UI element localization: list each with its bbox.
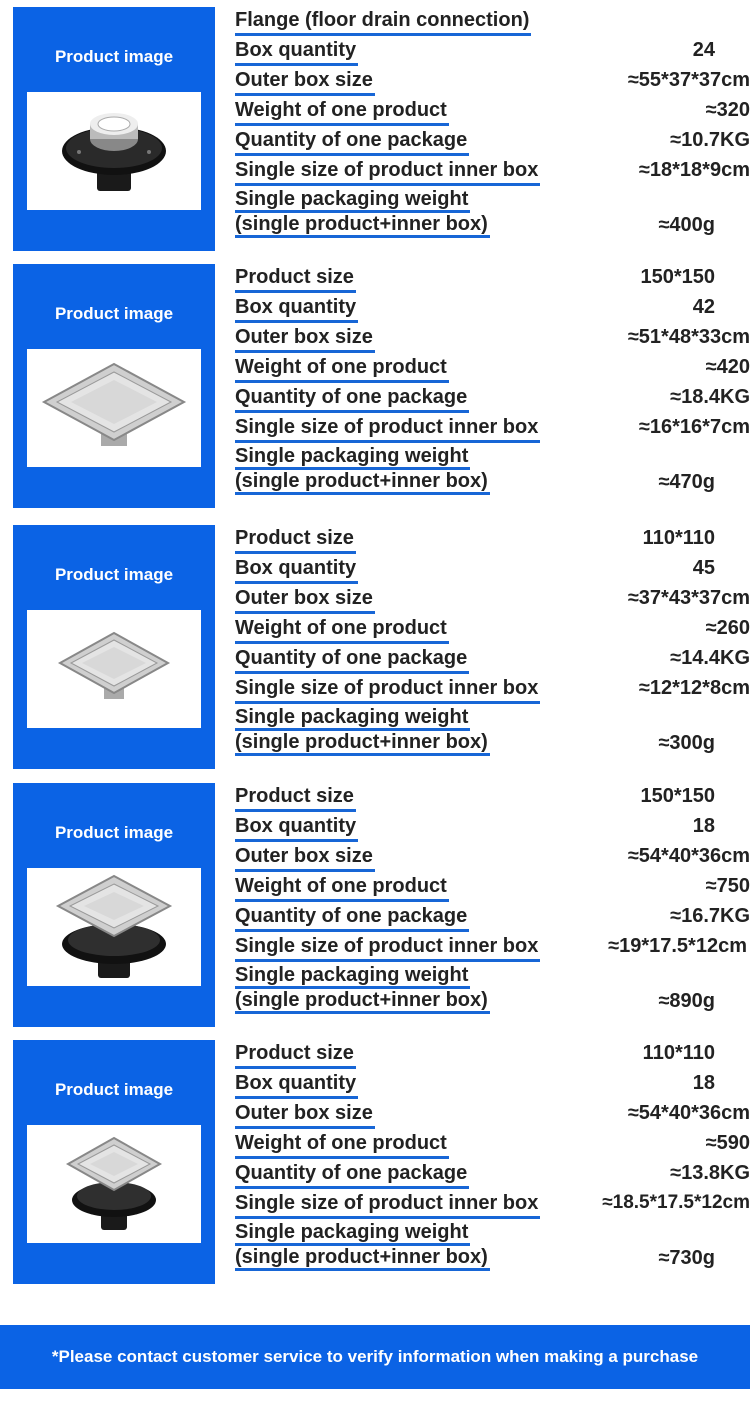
spec-value: ≈16.7KG [670, 905, 750, 927]
spec-label: Box quantity [235, 296, 357, 318]
spec-row-box-quantity [235, 555, 750, 585]
spec-label: Single size of product inner box [235, 1192, 539, 1214]
spec-label: Quantity of one package [235, 1162, 468, 1184]
spec-label: Quantity of one package [235, 129, 468, 151]
spec-value: ≈470g [658, 471, 715, 493]
spec-value: ≈420 [705, 356, 750, 378]
spec-value: ≈300g [658, 732, 715, 754]
spec-row-pack-weight [235, 705, 750, 761]
product-image-small-drain [27, 610, 201, 728]
footer-notice: *Please contact customer service to verify information when making a purchase [0, 1325, 750, 1389]
spec-label: Outer box size [235, 69, 373, 91]
spec-value: 18 [692, 1072, 715, 1094]
spec-label: Single packaging weight (single product+inner box) [235, 964, 488, 1011]
spec-value: 18 [692, 815, 715, 837]
spec-value: 24 [692, 39, 715, 61]
spec-value: ≈18*18*9cm [638, 159, 750, 181]
spec-label: Weight of one product [235, 99, 447, 121]
spec-value: ≈13.8KG [670, 1162, 750, 1184]
spec-row-box-quantity [235, 813, 750, 843]
spec-row-inner-box [235, 675, 750, 705]
product-image-label: Product image [54, 565, 174, 584]
spec-value: ≈16*16*7cm [638, 416, 750, 438]
spec-value: ≈18.4KG [670, 386, 750, 408]
spec-row-weight-one [235, 873, 750, 903]
spec-label: Outer box size [235, 326, 373, 348]
spec-label: Weight of one product [235, 356, 447, 378]
spec-label: Weight of one product [235, 617, 447, 639]
spec-value: ≈890g [658, 990, 715, 1012]
spec-row-pack-weight [235, 963, 750, 1019]
product-image-flange [27, 92, 201, 210]
spec-label: Product size [235, 785, 354, 807]
spec-value: ≈750 [705, 875, 750, 897]
spec-value: 110*110 [642, 527, 715, 549]
spec-label: Single packaging weight (single product+inner box) [235, 445, 488, 492]
spec-label: Product size [235, 266, 354, 288]
spec-label: Product size [235, 1042, 354, 1064]
spec-row-first [235, 264, 750, 294]
spec-label: Box quantity [235, 1072, 357, 1094]
spec-value: ≈54*40*36cm [627, 1102, 750, 1124]
spec-label: Outer box size [235, 1102, 373, 1124]
spec-row-inner-box [235, 414, 750, 444]
spec-label: Single size of product inner box [235, 935, 539, 957]
spec-value: ≈51*48*33cm [627, 326, 750, 348]
spec-label: Outer box size [235, 845, 373, 867]
spec-row-first [235, 525, 750, 555]
spec-label: Single packaging weight (single product+inner box) [235, 188, 488, 235]
spec-row-qty-package [235, 645, 750, 675]
spec-value: ≈400g [658, 214, 715, 236]
spec-value: ≈320 [705, 99, 750, 121]
spec-label: Single size of product inner box [235, 416, 539, 438]
spec-row-qty-package [235, 903, 750, 933]
spec-label: Box quantity [235, 39, 357, 61]
spec-row-pack-weight [235, 1220, 750, 1276]
product-image-panel [13, 264, 215, 508]
spec-value: 150*150 [640, 785, 715, 807]
spec-value: ≈260 [705, 617, 750, 639]
spec-row-weight-one [235, 354, 750, 384]
spec-value: ≈12*12*8cm [638, 677, 750, 699]
spec-value: ≈19*17.5*12cm [608, 935, 747, 957]
spec-value: ≈590 [705, 1132, 750, 1154]
spec-value: 110*110 [642, 1042, 715, 1064]
spec-value: 150*150 [640, 266, 715, 288]
product-image-panel [13, 1040, 215, 1284]
spec-value: 45 [692, 557, 715, 579]
product-image-panel [13, 783, 215, 1027]
spec-label: Quantity of one package [235, 905, 468, 927]
product-image-label: Product image [54, 304, 174, 323]
spec-row-outer-box-size [235, 585, 750, 615]
spec-value: ≈730g [658, 1247, 715, 1269]
spec-row-outer-box-size [235, 67, 750, 97]
spec-label: Single packaging weight (single product+inner box) [235, 706, 488, 753]
spec-label: Outer box size [235, 587, 373, 609]
spec-label: Quantity of one package [235, 386, 468, 408]
spec-row-outer-box-size [235, 324, 750, 354]
spec-label: Single size of product inner box [235, 677, 539, 699]
spec-label: Weight of one product [235, 1132, 447, 1154]
spec-value: ≈55*37*37cm [627, 69, 750, 91]
product-image-small-drain-with-flange [27, 1125, 201, 1243]
spec-row-inner-box [235, 157, 750, 187]
spec-row-first [235, 7, 750, 37]
spec-label: Quantity of one package [235, 647, 468, 669]
spec-row-outer-box-size [235, 843, 750, 873]
spec-value: ≈54*40*36cm [627, 845, 750, 867]
spec-label: Product size [235, 527, 354, 549]
spec-label: Box quantity [235, 815, 357, 837]
spec-row-qty-package [235, 1160, 750, 1190]
spec-row-first [235, 783, 750, 813]
spec-row-qty-package [235, 127, 750, 157]
spec-label: Flange (floor drain connection) [235, 9, 530, 31]
spec-row-weight-one [235, 1130, 750, 1160]
spec-value: 42 [692, 296, 715, 318]
spec-value: ≈37*43*37cm [627, 587, 750, 609]
product-image-drain-with-flange [27, 868, 201, 986]
spec-value: ≈14.4KG [670, 647, 750, 669]
spec-row-weight-one [235, 97, 750, 127]
spec-row-box-quantity [235, 1070, 750, 1100]
spec-row-inner-box [235, 933, 750, 963]
product-image-label: Product image [54, 47, 174, 66]
spec-row-outer-box-size [235, 1100, 750, 1130]
spec-row-weight-one [235, 615, 750, 645]
spec-label: Weight of one product [235, 875, 447, 897]
spec-row-pack-weight [235, 187, 750, 243]
spec-row-qty-package [235, 384, 750, 414]
product-image-panel [13, 525, 215, 769]
spec-row-first [235, 1040, 750, 1070]
spec-row-box-quantity [235, 37, 750, 67]
spec-row-inner-box [235, 1190, 750, 1220]
spec-row-box-quantity [235, 294, 750, 324]
product-image-panel [13, 7, 215, 251]
spec-label: Single size of product inner box [235, 159, 539, 181]
spec-value: ≈18.5*17.5*12cm [602, 1192, 750, 1213]
product-image-square-drain [27, 349, 201, 467]
spec-value: ≈10.7KG [670, 129, 750, 151]
product-image-label: Product image [54, 823, 174, 842]
product-image-label: Product image [54, 1080, 174, 1099]
spec-label: Box quantity [235, 557, 357, 579]
spec-label: Single packaging weight (single product+inner box) [235, 1221, 488, 1268]
spec-row-pack-weight [235, 444, 750, 500]
